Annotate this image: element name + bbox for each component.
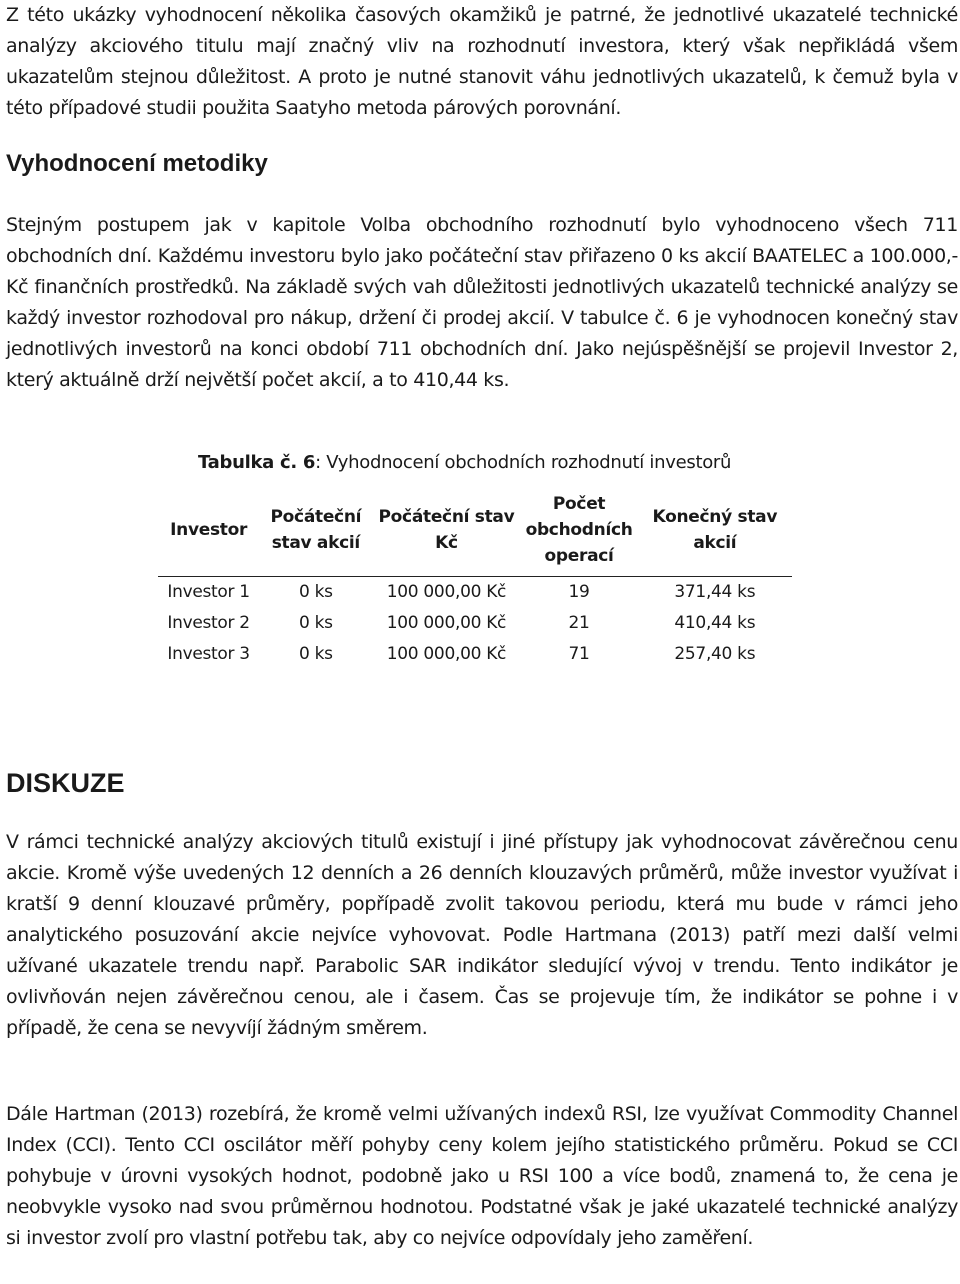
cell-initial-czk: 100 000,00 Kč [386,644,507,664]
header-investor: Investor [158,484,259,577]
method-paragraph: Stejným postupem jak v kapitole Volba obchodního rozhodnutí bylo vyhodnoceno všech 711 obchodních dní. Každému investoru bylo jako počáteční stav přiřazeno 0 ks akcií BAATELEC a 100.000,- Kč finančních prostředků. Na základě svých vah důležitosti jednotlivých ukazatelů technické analýzy se každý investor rozhodoval pro nákup, držení či prodej akcií. V tabulce č. 6 je vyhodnocen konečný stav jednotlivých investorů na konci období 711 obchodních dní. Jako nejúspěšnější se projevil Investor 2, který aktuálně drží největší počet akcií, a to 410,44 ks. [6,214,958,391]
method-heading: Vyhodnocení metodiky [6,150,268,177]
investor-results-table-wrapper [158,484,792,670]
cell-trade-count: 19 [568,582,590,602]
header-final-shares: Konečný stav akcií [638,484,792,577]
discussion-paragraph-1: V rámci technické analýzy akciových titulů existují i jiné přístupy jak vyhodnocovat závěrečnou cenu akcie. Kromě výše uvedených 12 denních a 26 denních klouzavých průměrů, může investor využívat i kratší 9 denní klouzavé průměry, popřípadě zvolit takovou periodu, která mu bude v rámci jeho analytického posuzování akcie nejvíce vyhovovat. Podle Hartmana (2013) patří mezi další velmi užívané ukazatele trendu např. Parabolic SAR indikátor sledující vývoj v trendu. Tento indikátor je ovlivňován nejen závěrečnou cenou, ale i časem. Čas se projevuje tím, že indikátor se pohne i v případě, že cena se nevyvíjí žádným směrem. [6,831,958,1039]
discussion-paragraph-2: Dále Hartman (2013) rozebírá, že kromě velmi užívaných indexů RSI, lze využívat Commodity Channel Index (CCI). Tento CCI oscilátor měří pohyby ceny kolem jejího statistického průměru. Pokud se CCI pohybuje v úrovni vysokých hodnot, podobně jako u RSI 100 a více bodů, znamená to, že cena je neobvykle vysoko nad svou průměrnou hodnotou. Podstatné však je jaké ukazatelé technické analýzy si investor zvolí pro vlastní potřebu tak, aby co nejvíce odpovídaly jeho zaměření. [6,1103,958,1249]
cell-investor: Investor 2 [167,613,250,633]
table-row [158,608,792,639]
cell-trade-count: 71 [568,644,590,664]
cell-initial-czk: 100 000,00 Kč [386,613,507,633]
cell-trade-count: 21 [568,613,590,633]
cell-investor: Investor 1 [167,582,250,602]
cell-initial-shares: 0 ks [298,644,333,664]
discussion-heading: DISKUZE [6,768,125,798]
table-row [158,577,792,609]
header-initial-czk: Počáteční stav Kč [372,484,520,577]
cell-final-shares: 371,44 ks [674,582,756,602]
table-caption-label: Tabulka č. 6 [198,452,316,473]
cell-final-shares: 257,40 ks [674,644,756,664]
cell-final-shares: 410,44 ks [674,613,756,633]
table-caption-text: : Vyhodnocení obchodních rozhodnutí investorů [315,452,732,473]
cell-initial-shares: 0 ks [298,582,333,602]
cell-initial-shares: 0 ks [298,613,333,633]
investor-results-table [158,484,792,670]
table-caption [198,449,731,477]
table-row [158,639,792,670]
header-initial-shares: Počáteční stav akcií [259,484,372,577]
header-trade-count: Počet obchodních operací [520,484,637,577]
table-header-row [158,484,792,577]
cell-investor: Investor 3 [167,644,250,664]
cell-initial-czk: 100 000,00 Kč [386,582,507,602]
intro-paragraph: Z této ukázky vyhodnocení několika časových okamžiků je patrné, že jednotlivé ukazatelé technické analýzy akciového titulu mají značný vliv na rozhodnutí investora, který však nepřikládá všem ukazatelům stejnou důležitost. A proto je nutné stanovit váhu jednotlivých ukazatelů, k čemuž byla v této případové studii použita Saatyho metoda párových porovnání. [6,4,958,119]
